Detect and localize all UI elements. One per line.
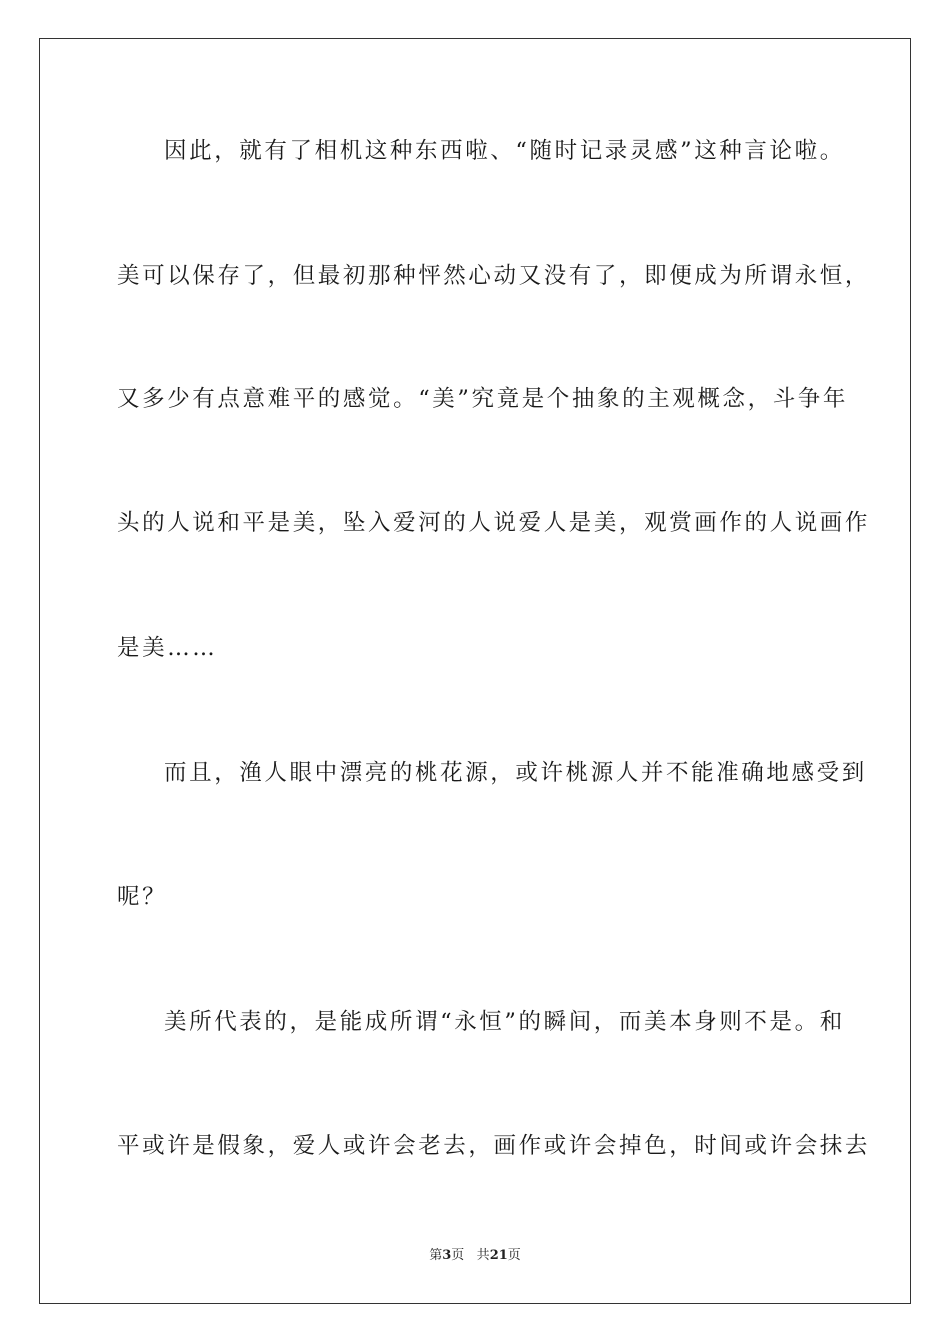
total-prefix: 共 bbox=[476, 1248, 490, 1263]
page-border bbox=[39, 38, 911, 1304]
page-number: 3 bbox=[442, 1248, 452, 1263]
paragraph-line: 呢？ bbox=[117, 884, 168, 910]
paragraph-line: 是美…… bbox=[117, 635, 218, 661]
paragraph-line: 而且，渔人眼中漂亮的桃花源，或许桃源人并不能准确地感受到 bbox=[164, 760, 867, 786]
paragraph-line: 头的人说和平是美，坠入爱河的人说爱人是美，观赏画作的人说画作 bbox=[117, 510, 871, 536]
total-pages: 21 bbox=[489, 1248, 508, 1263]
paragraph-line: 因此，就有了相机这种东西啦、“随时记录灵感”这种言论啦。 bbox=[164, 138, 845, 164]
page-prefix: 第 bbox=[429, 1248, 443, 1263]
paragraph-line: 又多少有点意难平的感觉。“美”究竟是个抽象的主观概念，斗争年 bbox=[117, 386, 849, 412]
paragraph-line: 平或许是假象，爱人或许会老去，画作或许会掉色，时间或许会抹去 bbox=[117, 1133, 871, 1159]
total-suffix: 页 bbox=[507, 1248, 521, 1263]
page-footer bbox=[0, 1247, 950, 1265]
page-suffix: 页 bbox=[451, 1248, 465, 1263]
paragraph-line: 美可以保存了，但最初那种怦然心动又没有了，即便成为所谓永恒， bbox=[117, 263, 871, 289]
paragraph-line: 美所代表的，是能成所谓“永恒”的瞬间，而美本身则不是。和 bbox=[164, 1009, 845, 1035]
